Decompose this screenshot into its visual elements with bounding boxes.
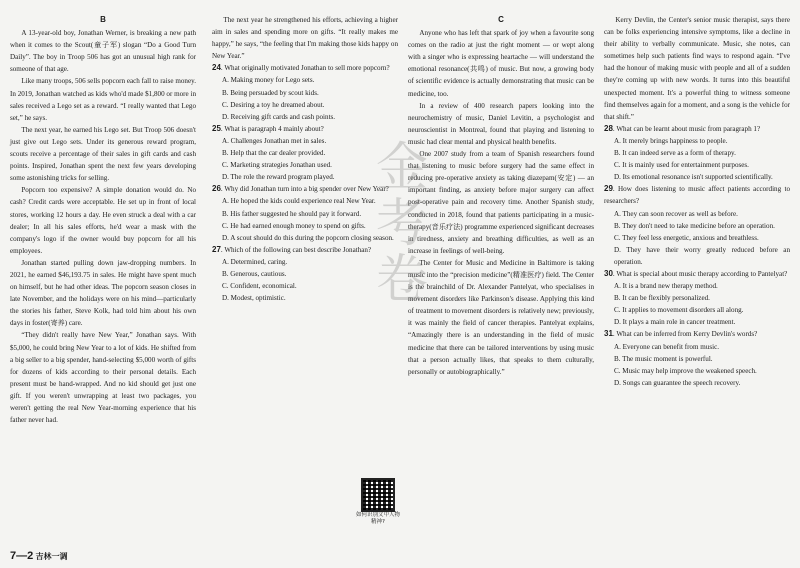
option: B. Being persuaded by scout kids.: [222, 88, 319, 97]
option: A. Determined, caring.: [222, 257, 288, 266]
question-number: 25: [212, 123, 221, 133]
passage-b-paragraph-1: A 13-year-old boy, Jonathan Werner, is breaking a new path when it comes to the Scout(童子军) slogan “Do a Good Turn Daily”. The boy in Troop 506 has got an unusual high rank for someone of that age.: [10, 29, 196, 74]
option: D. They have their worry greatly reduced before an operation.: [614, 245, 790, 266]
watermark-text: 金考卷: [375, 138, 428, 310]
option: B. Help that the car dealer provided.: [222, 149, 326, 158]
passage-b-paragraph-5: Jonathan started pulling down jaw-dropping numbers. In 2021, he earned $46,193.75 in sales. He might have spent much on himself, but he had other ideas. The popcorn season closes in late November, and the holidays were on his mind—particularly the stories his father, Steve Kolk, had told him about his own days in foster(寄养) care.: [10, 258, 196, 328]
question-text: What is paragraph 4 mainly about?: [224, 124, 324, 133]
option: D. It plays a main role in cancer treatment.: [614, 318, 736, 327]
option: C. It is mainly used for entertainment purposes.: [614, 161, 749, 170]
passage-c-paragraph-5: Kerry Devlin, the Center's senior music therapist, says there can be folks experiencing intensive symptoms, like a decline in their ability to verbally communicate. Music, she notes, can sometimes help such patients find ways to respond again. “I've had the honour of making music with people and all of a sudden they're coming up with new words. It turns into this beautiful unexpected moment. It's a powerful thing to witness someone find themselves again for a moment, and a song is the vehicle for that shift.”: [604, 16, 790, 121]
qr-caption: 如何识别文中人物精神?: [356, 512, 401, 525]
column-2: [212, 14, 398, 304]
option: B. Generous, cautious.: [222, 269, 287, 278]
option: B. The music moment is powerful.: [614, 354, 713, 363]
question-text: Why did Jonathan turn into a big spender over New Year?: [224, 185, 389, 194]
question-31: 31. What can be inferred from Kerry Devlin's words?: [604, 329, 758, 339]
question-number: 30: [604, 268, 613, 278]
passage-b-paragraph-2: Like many troops, 506 sells popcorn each fall to raise money. In 2019, Jonathan watched as kids who'd made $1,800 or more in sales received a Lego set as a reward. “I really wanted that Lego set,” he says.: [10, 77, 196, 122]
qr-code-block: [356, 478, 400, 526]
section-c-heading: C: [498, 15, 504, 24]
column-4: [604, 14, 790, 389]
option: D. A scout should do this during the popcorn closing season.: [222, 233, 394, 242]
question-text: How does listening to music affect patients according to researchers?: [604, 185, 790, 206]
option: A. They can soon recover as well as before.: [614, 209, 738, 218]
option: C. It applies to movement disorders all along.: [614, 306, 744, 315]
passage-c-paragraph-3: One 2007 study from a team of Spanish researchers found that listening to music before surgery had the same effect in reducing pre-operative anxiety as taking diazepam(安定) — an important finding, as anxiety before major surgery can affect post-operative pain and recovery time. Another Spanish study, conducted in 2018, found that patients participating in a music-therapy(音乐疗法) programme experienced significant decreases in tiredness, anxiety and breathing difficulties, as well as an increase in feelings of well-being.: [408, 150, 594, 255]
question-30: 30. What is special about music therapy according to Pantelyat?: [604, 268, 788, 278]
question-24: 24. What originally motivated Jonathan to sell more popcorn?: [212, 63, 390, 73]
page-footer: [10, 550, 67, 562]
question-text: Which of the following can best describe Jonathan?: [224, 245, 372, 254]
passage-b-paragraph-7: The next year he strengthened his efforts, achieving a higher aim in sales and spending more on gifts. “It really makes me happy,” he says, “the feeling that I'm making those kids happy on New Year.”: [212, 16, 398, 61]
option: A. It merely brings happiness to people.: [614, 136, 728, 145]
option: C. Music may help improve the weakened speech.: [614, 366, 757, 375]
question-text: What originally motivated Jonathan to sell more popcorn?: [224, 64, 390, 73]
question-number: 27: [212, 244, 221, 254]
option: D. Receiving gift cards and cash points.: [222, 112, 336, 121]
option: A. He hoped the kids could experience real New Year.: [222, 197, 376, 206]
option: D. The role the reward program played.: [222, 173, 335, 182]
option: A. Everyone can benefit from music.: [614, 342, 719, 351]
option: D. Modest, optimistic.: [222, 294, 286, 303]
question-26: 26. Why did Jonathan turn into a big spender over New Year?: [212, 184, 389, 194]
option: D. Songs can guarantee the speech recovery.: [614, 378, 741, 387]
option: B. They don't need to take medicine before an operation.: [614, 221, 775, 230]
question-29: 29. How does listening to music affect patients according to researchers?: [604, 184, 790, 206]
question-number: 31: [604, 329, 613, 339]
question-number: 26: [212, 184, 221, 194]
question-number: 24: [212, 63, 221, 73]
question-number: 29: [604, 184, 613, 194]
passage-b-paragraph-4: Popcorn too expensive? A simple donation would do. No cash? Credit cards were acceptable. He set up in front of local stores, working 12 hours a day. He even struck a deal with a car dealer; In all his sales efforts, he'd wear a mask with the company's logo if the owner would buy popcorn for all his employees.: [10, 186, 196, 255]
footer-label: 吉林一调: [35, 552, 68, 561]
option: B. It can indeed serve as a form of therapy.: [614, 149, 736, 158]
question-text: What can be learnt about music from paragraph 1?: [616, 124, 761, 133]
passage-c-paragraph-4: The Center for Music and Medicine in Baltimore is taking music into the “precision medicine”(精准医疗) field. The Center is the brainchild of Dr. Alexander Pantelyat, who specialises in movement disorders like Parkinson's disease. Applying this kind of treatment to movement disorders is relatively new; previously, it was mainly the field of cancer therapies. Pantelyat explains, “Amazingly there is an understanding in the field of music medicine that there can be tailored interventions by using music that a person actually likes, that speaks to them culturally, personally or autobiographically.”: [408, 258, 594, 376]
column-3: [408, 14, 594, 378]
question-25: 25. What is paragraph 4 mainly about?: [212, 123, 324, 133]
option: A. Challenges Jonathan met in sales.: [222, 136, 327, 145]
option: B. His father suggested he should pay it forward.: [222, 209, 362, 218]
qr-code-icon: [361, 478, 395, 512]
passage-c-paragraph-1: Anyone who has left that spark of joy when a favourite song comes on the radio at just the right moment — or wept along with a singer who is expressing heartache — will understand the emotional resonance(共鸣) of music. But now, a growing body of scientific evidence is actually demonstrating that music can be medicine, too.: [408, 29, 594, 98]
option: C. Marketing strategies Jonathan used.: [222, 161, 332, 170]
option: C. He had earned enough money to spend on gifts.: [222, 221, 366, 230]
option: C. Confident, economical.: [222, 282, 297, 291]
option: C. They feel less energetic, anxious and breathless.: [614, 233, 759, 242]
question-27: 27. Which of the following can best describe Jonathan?: [212, 244, 372, 254]
page-number: 7—2: [10, 550, 34, 562]
column-1: [10, 14, 196, 426]
option: B. It can be flexibly personalized.: [614, 294, 710, 303]
option: A. Making money for Lego sets.: [222, 76, 315, 85]
question-number: 28: [604, 123, 613, 133]
passage-c-paragraph-2: In a review of 400 research papers looking into the neurochemistry of music, Daniel Levitin, a psychologist and neuroscientist in Montreal, found that playing and listening to music had clear mental and physical health benefits.: [408, 101, 594, 146]
section-b-heading: B: [100, 15, 106, 24]
question-text: What can be inferred from Kerry Devlin's words?: [616, 330, 758, 339]
question-text: What is special about music therapy according to Pantelyat?: [616, 269, 788, 278]
passage-b-paragraph-3: The next year, he earned his Lego set. But Troop 506 doesn't just give out Lego sets. Under its generous reward program, scouts receive a percentage of their sales in gift cards and cash points. Inspired, Jonathan spent the next few years developing some astonishing tricks for selling.: [10, 125, 196, 183]
question-28: 28. What can be learnt about music from paragraph 1?: [604, 123, 761, 133]
passage-b-paragraph-6: “They didn't really have New Year,” Jonathan says. With $5,000, he could bring New Year to a lot of kids. He shifted from a big seller to a big spender, hand-selecting $5,000 worth of gifts for dozens of kids according to their personal details. Each present must be hand-wrapped. And no kid should get just one gift. If you weren't unwrapping at least two packages, you weren't getting the real New Year-morning experience that his father never had.: [10, 331, 196, 425]
option: A. It is a brand new therapy method.: [614, 282, 718, 291]
option: C. Desiring a toy he dreamed about.: [222, 100, 325, 109]
option: D. Its emotional resonance isn't supported scientifically.: [614, 173, 773, 182]
